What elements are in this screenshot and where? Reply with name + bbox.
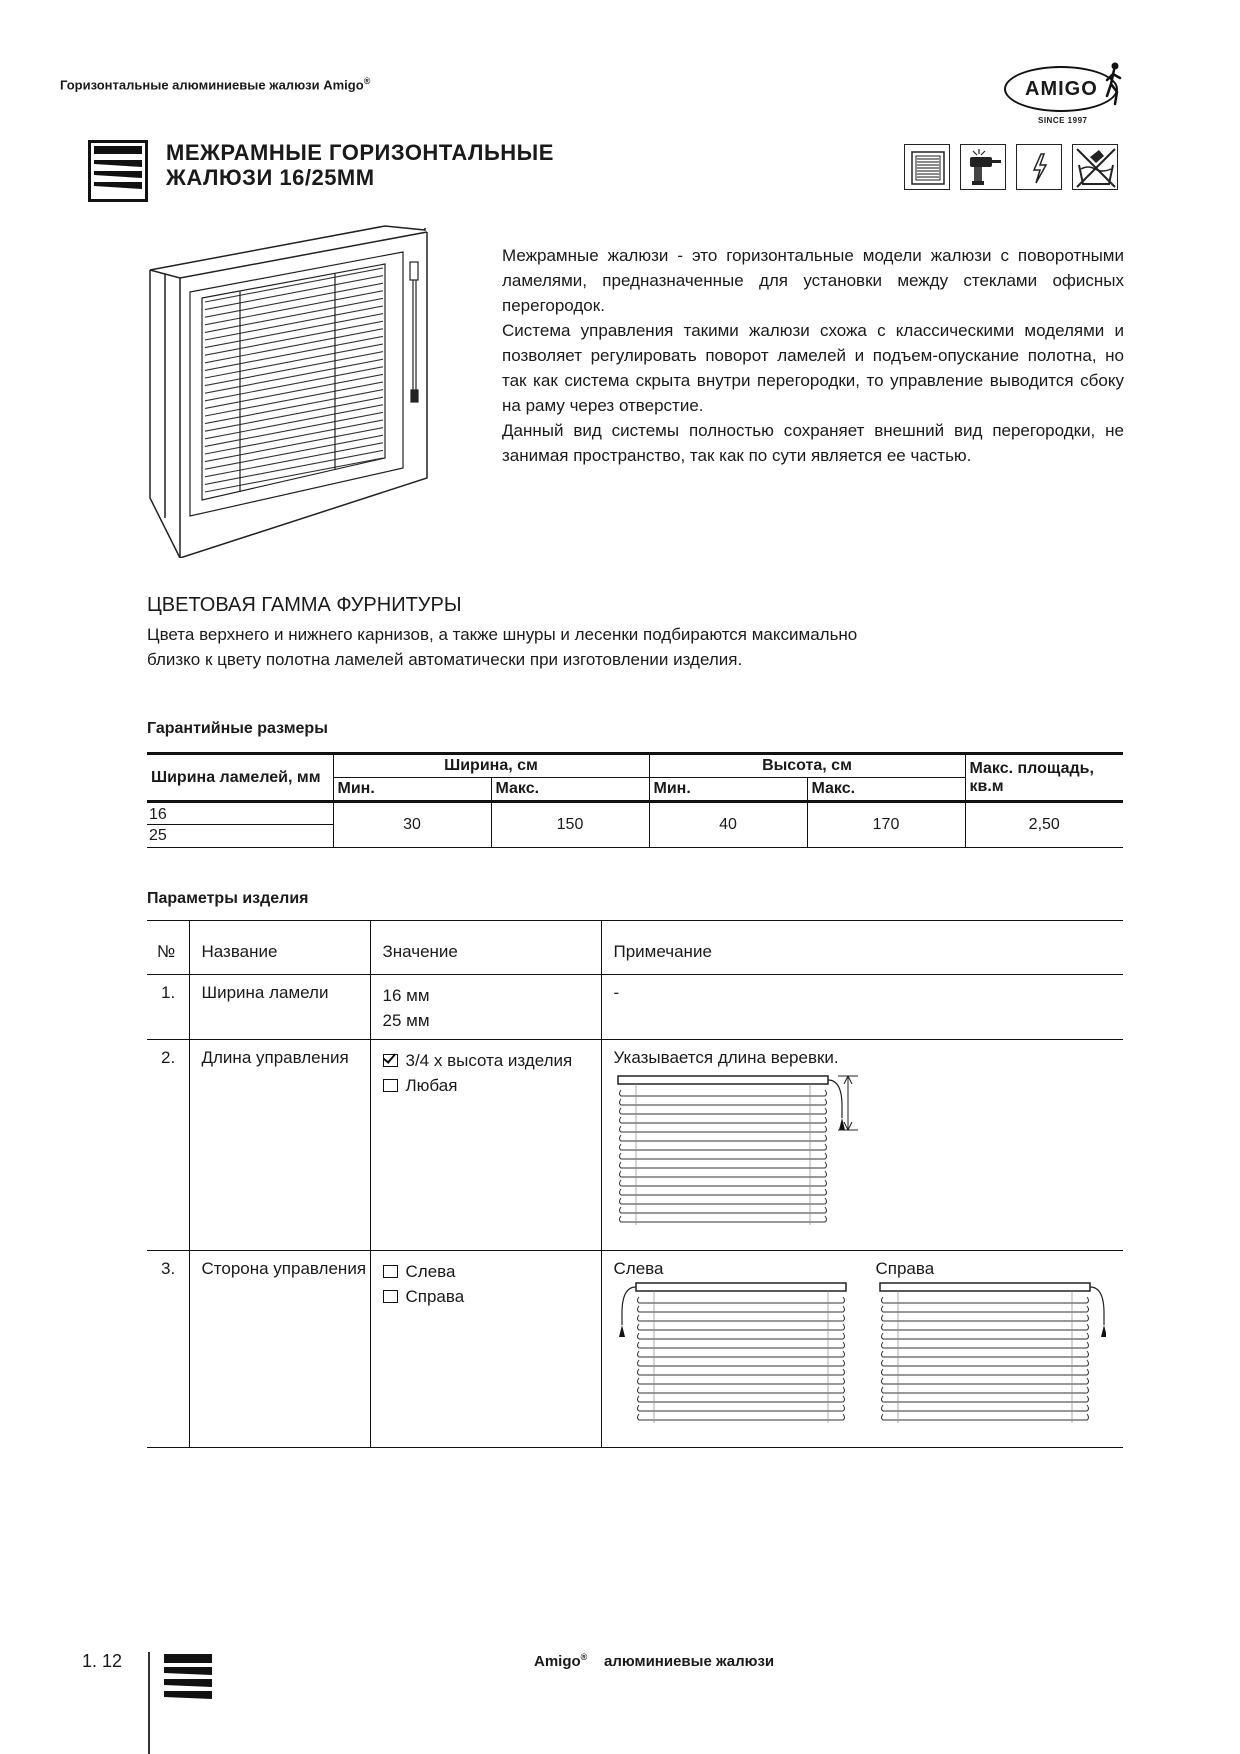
slat-16: 16 (147, 802, 333, 825)
logo-since: SINCE 1997 (1038, 116, 1088, 125)
option-right-label: Справа (405, 1287, 465, 1306)
option-three-quarter-label: 3/4 х высота изделия (405, 1051, 573, 1070)
right-control-diagram (876, 1279, 1106, 1429)
slat (881, 1315, 1088, 1321)
header-num: № (157, 941, 176, 961)
right-side-label: Справа (875, 1259, 935, 1278)
row3-num: 3. (161, 1259, 176, 1278)
slat-line (205, 329, 383, 363)
slat-line (205, 374, 383, 408)
slat-line (205, 306, 383, 340)
slat-line (205, 390, 383, 424)
slat (637, 1387, 844, 1393)
amigo-logo (1000, 58, 1130, 130)
slat (619, 1216, 826, 1222)
cord-tassel (1101, 1325, 1106, 1337)
logo-name: AMIGO (1025, 78, 1098, 100)
slat (619, 1144, 826, 1150)
slat-width-25: 25 мм (382, 1011, 430, 1030)
electric-icon (1016, 144, 1062, 190)
blinds-frame-icon (904, 144, 950, 190)
slat (881, 1378, 1088, 1384)
slat (637, 1351, 844, 1357)
slat (619, 1099, 826, 1105)
slat (637, 1396, 844, 1402)
col-max-area-line2: кв.м (969, 777, 1004, 795)
no-wash-icon (1072, 144, 1118, 190)
cord-tassel (619, 1325, 625, 1337)
product-title-line2: ЖАЛЮЗИ 16/25ММ (166, 165, 375, 190)
row1-name: Ширина ламели (189, 975, 370, 1040)
description-paragraph-1: Межрамные жалюзи - это горизонтальные модели жалюзи с поворотными ламелями, предназначенные для установки между стеклами офисных перегородок. (502, 246, 1124, 315)
blind-slats-diagram (618, 1076, 858, 1225)
row2-num: 2. (161, 1048, 176, 1067)
inter-frame-blinds-illustration (145, 218, 445, 558)
slat (619, 1108, 826, 1114)
slat (637, 1333, 844, 1339)
product-title-line1: МЕЖРАМНЫЕ ГОРИЗОНТАЛЬНЫЕ (166, 140, 554, 165)
param-row-1 (147, 975, 1123, 1040)
head-rail (636, 1283, 846, 1291)
control-cord (622, 1287, 636, 1325)
color-text-line1: Цвета верхнего и нижнего карнизов, а также шнуры и лесенки подбираются максимально (147, 625, 858, 644)
control-cord (828, 1080, 842, 1118)
parameters-label: Параметры изделия (147, 890, 309, 907)
col-width: Ширина, см (333, 754, 649, 778)
option-right[interactable] (383, 1284, 589, 1309)
slat (881, 1360, 1088, 1366)
slat (637, 1360, 844, 1366)
option-left-label: Слева (405, 1262, 456, 1281)
slat-line (205, 314, 383, 348)
slat-25: 25 (147, 825, 333, 848)
slat-line (205, 268, 383, 302)
blinds-icon (88, 140, 148, 202)
running-header (60, 76, 370, 92)
checkbox-icon[interactable] (383, 1265, 398, 1278)
slat (637, 1315, 844, 1321)
slat (619, 1180, 826, 1186)
option-any[interactable] (383, 1073, 589, 1098)
product-description (502, 243, 1124, 468)
slat-line (205, 291, 383, 325)
option-any-label: Любая (405, 1076, 458, 1095)
slat (881, 1297, 1088, 1303)
slat (619, 1090, 826, 1096)
cord-tassel (839, 1118, 845, 1130)
slat (619, 1162, 826, 1168)
slat (619, 1117, 826, 1123)
slat-line (205, 428, 383, 462)
slat-line (205, 367, 383, 401)
slat-line (205, 412, 383, 446)
height-max-value: 170 (807, 802, 965, 848)
checkbox-icon[interactable] (383, 1079, 398, 1092)
max-area-value: 2,50 (965, 802, 1123, 848)
color-section-title: ЦВЕТОВАЯ ГАММА ФУРНИТУРЫ (147, 594, 462, 616)
footer-brand-name: Amigo (534, 1653, 581, 1670)
checkbox-icon[interactable] (383, 1290, 398, 1303)
col-max-area-line1: Макс. площадь, (969, 759, 1094, 777)
drill-icon (960, 144, 1006, 190)
col-height-min: Мин. (649, 778, 807, 802)
header-name: Название (189, 921, 370, 975)
header-value: Значение (370, 921, 601, 975)
col-width-max: Макс. (491, 778, 649, 802)
slat (619, 1153, 826, 1159)
slat (637, 1342, 844, 1348)
slat-line (205, 359, 383, 393)
runner-figure-icon (1103, 62, 1123, 108)
row2-name: Длина управления (189, 1040, 370, 1251)
product-title (166, 140, 726, 190)
slat (881, 1387, 1088, 1393)
header-text: Горизонтальные алюминиевые жалюзи Amigo (60, 77, 364, 93)
slat-line (205, 321, 383, 355)
color-text-line2: близко к цвету полотна ламелей автоматически при изготовлении изделия. (147, 650, 743, 669)
slat (881, 1396, 1088, 1402)
head-rail (880, 1283, 1090, 1291)
feature-icons (904, 144, 1118, 190)
slat (881, 1333, 1088, 1339)
header-note: Примечание (601, 921, 1123, 975)
col-width-min: Мин. (333, 778, 491, 802)
footer-reg-mark: ® (580, 1652, 588, 1662)
slat (881, 1351, 1088, 1357)
slat (881, 1405, 1088, 1411)
guaranteed-sizes-table (147, 752, 1123, 848)
slat-line (205, 344, 383, 378)
slat (637, 1324, 844, 1330)
height-min-value: 40 (649, 802, 807, 848)
slat-line (205, 352, 383, 386)
col-height-max: Макс. (807, 778, 965, 802)
slat (619, 1171, 826, 1177)
option-left[interactable] (383, 1259, 589, 1284)
parameters-table (147, 920, 1123, 1448)
slat (619, 1198, 826, 1204)
footer-divider (148, 1652, 150, 1754)
slat (619, 1207, 826, 1213)
col-max-area (965, 754, 1123, 802)
slat-line (205, 298, 383, 332)
left-side-label: Слева (613, 1259, 664, 1278)
description-paragraph-2: Система управления такими жалюзи схожа с классическими моделями и позволяет регулировать поворот ламелей и подъем-опускание полотна, но так как система скрыта внутри перегородки, то управление выводится сбоку на раму через отверстие. (502, 321, 1124, 415)
slat (881, 1369, 1088, 1375)
slat-width-16: 16 мм (382, 986, 430, 1005)
slat (637, 1414, 844, 1420)
row1-value (370, 975, 601, 1040)
head-rail (618, 1076, 828, 1084)
slat-line (205, 405, 383, 439)
param-row-2 (147, 1040, 1123, 1251)
slat (881, 1306, 1088, 1312)
description-paragraph-3: Данный вид системы полностью сохраняет внешний вид перегородки, не занимая пространство, так как по сути является ее частью. (502, 421, 1124, 465)
row1-num: 1. (161, 983, 176, 1002)
left-control-diagram (614, 1279, 854, 1429)
slat (881, 1324, 1088, 1330)
blinds-icon (162, 1652, 214, 1702)
slat-line (205, 397, 383, 431)
footer-brand-rest: алюминиевые жалюзи (603, 1653, 775, 1670)
row3-note (601, 1251, 1123, 1448)
row3-value (370, 1251, 601, 1448)
col-slat-width: Ширина ламелей, мм (147, 754, 333, 802)
slat (881, 1414, 1088, 1420)
cord-length-note: Указывается длина веревки. (613, 1048, 839, 1067)
slat (619, 1189, 826, 1195)
col-height: Высота, см (649, 754, 965, 778)
slat (619, 1135, 826, 1141)
row3-name: Сторона управления (189, 1251, 370, 1448)
color-section-text (147, 622, 1007, 672)
header-reg-mark: ® (363, 76, 371, 86)
option-three-quarter[interactable] (383, 1048, 589, 1073)
slat (637, 1369, 844, 1375)
slat (619, 1126, 826, 1132)
row1-note: - (601, 975, 1123, 1040)
guaranteed-sizes-label: Гарантийные размеры (147, 720, 328, 737)
page-number: 1. 12 (82, 1651, 123, 1671)
width-max-value: 150 (491, 802, 649, 848)
cord-length-diagram (614, 1072, 874, 1232)
slat-line (205, 443, 383, 477)
footer-brand (534, 1652, 774, 1670)
slat (881, 1342, 1088, 1348)
control-cord (1090, 1287, 1104, 1325)
row2-value (370, 1040, 601, 1251)
param-row-3 (147, 1251, 1123, 1448)
slat (637, 1405, 844, 1411)
slat (637, 1297, 844, 1303)
slat-line (205, 283, 383, 317)
slat-line (205, 336, 383, 370)
slat-line (205, 458, 383, 492)
slat-line (205, 420, 383, 454)
slat (637, 1306, 844, 1312)
width-min-value: 30 (333, 802, 491, 848)
slat (637, 1378, 844, 1384)
checkbox-checked-icon[interactable] (383, 1054, 398, 1067)
slat-line (205, 382, 383, 416)
row2-note (601, 1040, 1123, 1251)
